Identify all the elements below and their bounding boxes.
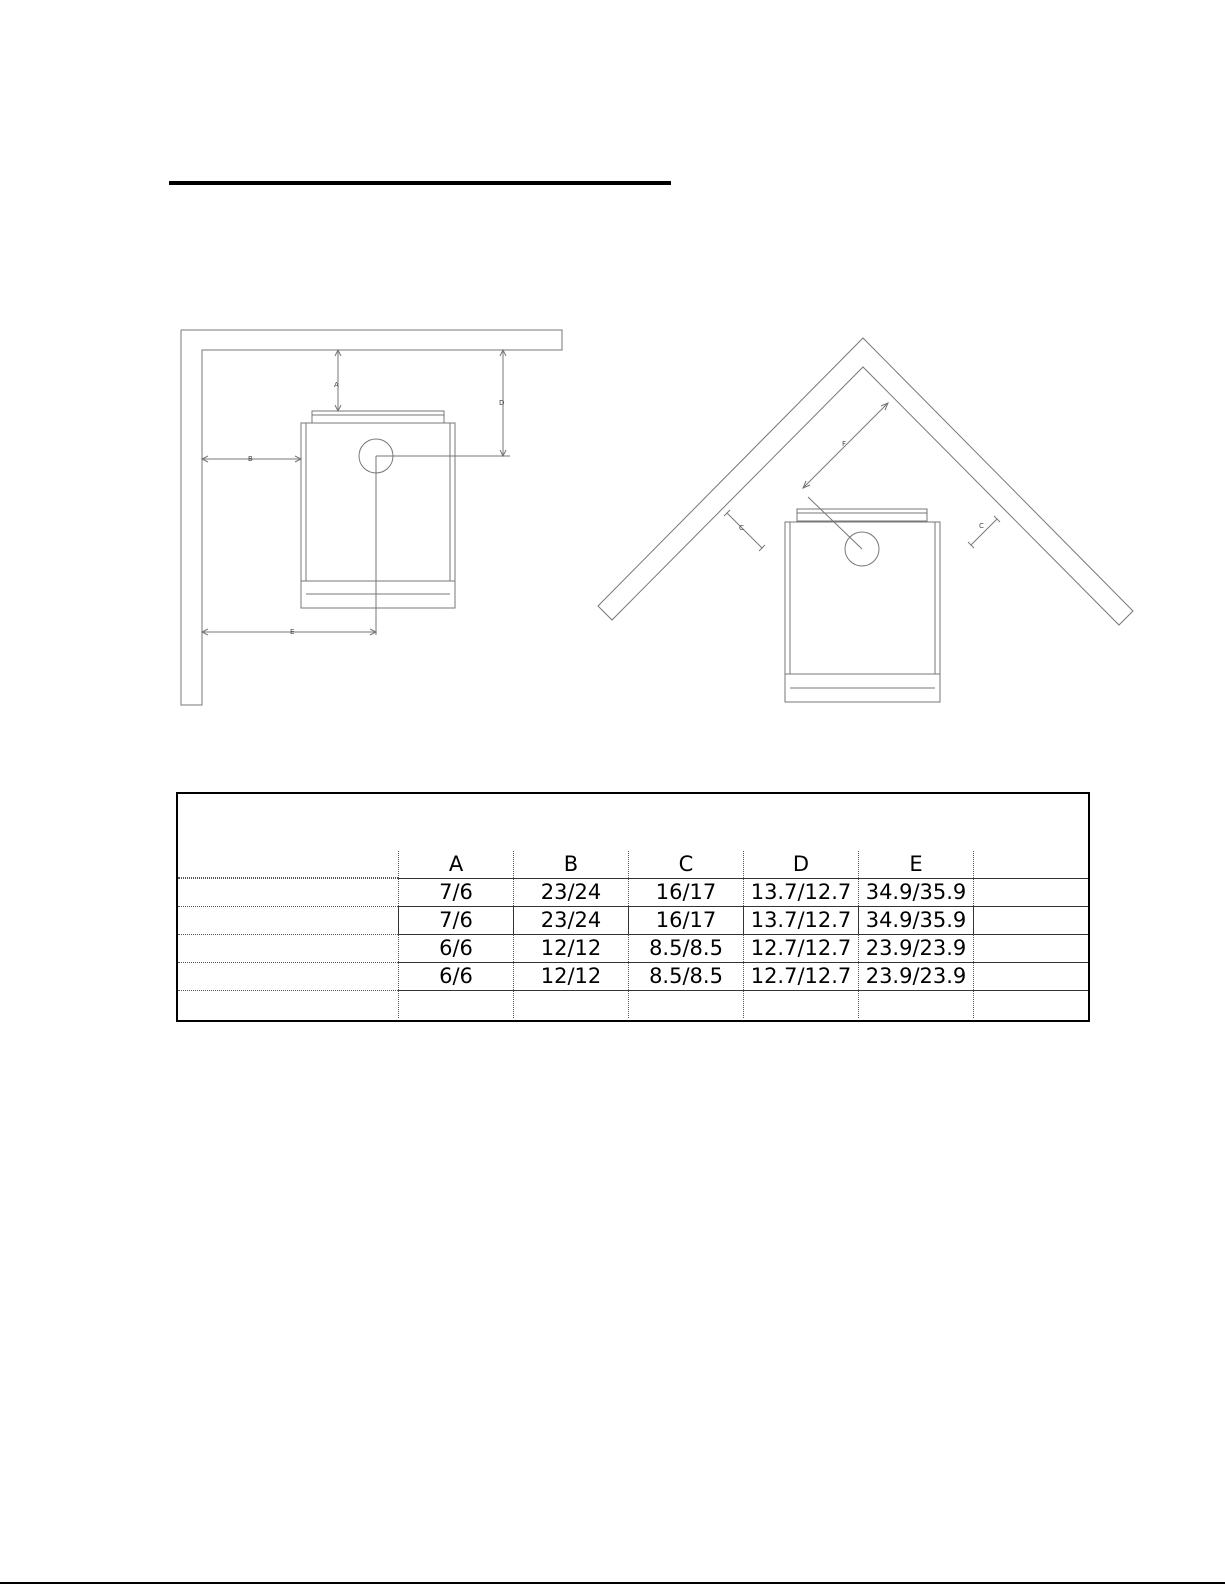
cell-d	[743, 990, 858, 1018]
cell-c	[628, 990, 743, 1018]
dim-label-d: D	[499, 399, 505, 407]
cell-e	[858, 990, 973, 1018]
cell-a: 6/6	[398, 962, 513, 990]
cell-e: 23.9/23.9	[858, 962, 973, 990]
row-tail	[973, 878, 1088, 906]
cell-b: 12/12	[513, 962, 628, 990]
row-label	[178, 878, 398, 906]
header-label-cell	[178, 851, 398, 878]
cell-d: 12.7/12.7	[743, 934, 858, 962]
cell-c: 8.5/8.5	[628, 934, 743, 962]
dim-label-c-left: C	[739, 524, 744, 532]
table-row	[178, 906, 1088, 934]
cell-b: 23/24	[513, 906, 628, 934]
cell-a	[398, 990, 513, 1018]
cell-c: 8.5/8.5	[628, 962, 743, 990]
row-tail	[973, 990, 1088, 1018]
row-label	[178, 962, 398, 990]
cell-e: 34.9/35.9	[858, 878, 973, 906]
page-bottom-rule	[0, 1582, 1225, 1584]
clearance-table	[176, 792, 1090, 1022]
column-header-d: D	[743, 851, 858, 878]
table-row	[178, 990, 1088, 1018]
dim-label-a: A	[334, 381, 339, 389]
cell-d: 12.7/12.7	[743, 962, 858, 990]
cell-c: 16/17	[628, 906, 743, 934]
dim-label-e: E	[290, 628, 295, 636]
header-tail-cell	[973, 851, 1088, 878]
clearance-diagrams	[0, 0, 1225, 760]
table-header-row	[178, 851, 1088, 878]
wall-corner-diagram	[181, 330, 562, 705]
table-row	[178, 962, 1088, 990]
cell-d: 13.7/12.7	[743, 878, 858, 906]
column-header-e: E	[858, 851, 973, 878]
angled-corner-diagram	[598, 338, 1133, 702]
clearance-diagram-svg	[0, 0, 1225, 760]
row-label	[178, 906, 398, 934]
cell-d: 13.7/12.7	[743, 906, 858, 934]
row-tail	[973, 906, 1088, 934]
cell-e: 23.9/23.9	[858, 934, 973, 962]
dim-label-c-right: C	[979, 522, 984, 530]
dim-label-f: F	[842, 440, 847, 448]
cell-b: 23/24	[513, 878, 628, 906]
cell-e: 34.9/35.9	[858, 906, 973, 934]
column-header-c: C	[628, 851, 743, 878]
row-label	[178, 990, 398, 1018]
dim-label-b: B	[248, 455, 253, 463]
column-header-b: B	[513, 851, 628, 878]
row-label	[178, 934, 398, 962]
table-row	[178, 934, 1088, 962]
table-row	[178, 878, 1088, 906]
cell-a: 7/6	[398, 878, 513, 906]
cell-c: 16/17	[628, 878, 743, 906]
row-tail	[973, 934, 1088, 962]
cell-a: 6/6	[398, 934, 513, 962]
column-header-a: A	[398, 851, 513, 878]
cell-a: 7/6	[398, 906, 513, 934]
cell-b	[513, 990, 628, 1018]
cell-b: 12/12	[513, 934, 628, 962]
row-tail	[973, 962, 1088, 990]
